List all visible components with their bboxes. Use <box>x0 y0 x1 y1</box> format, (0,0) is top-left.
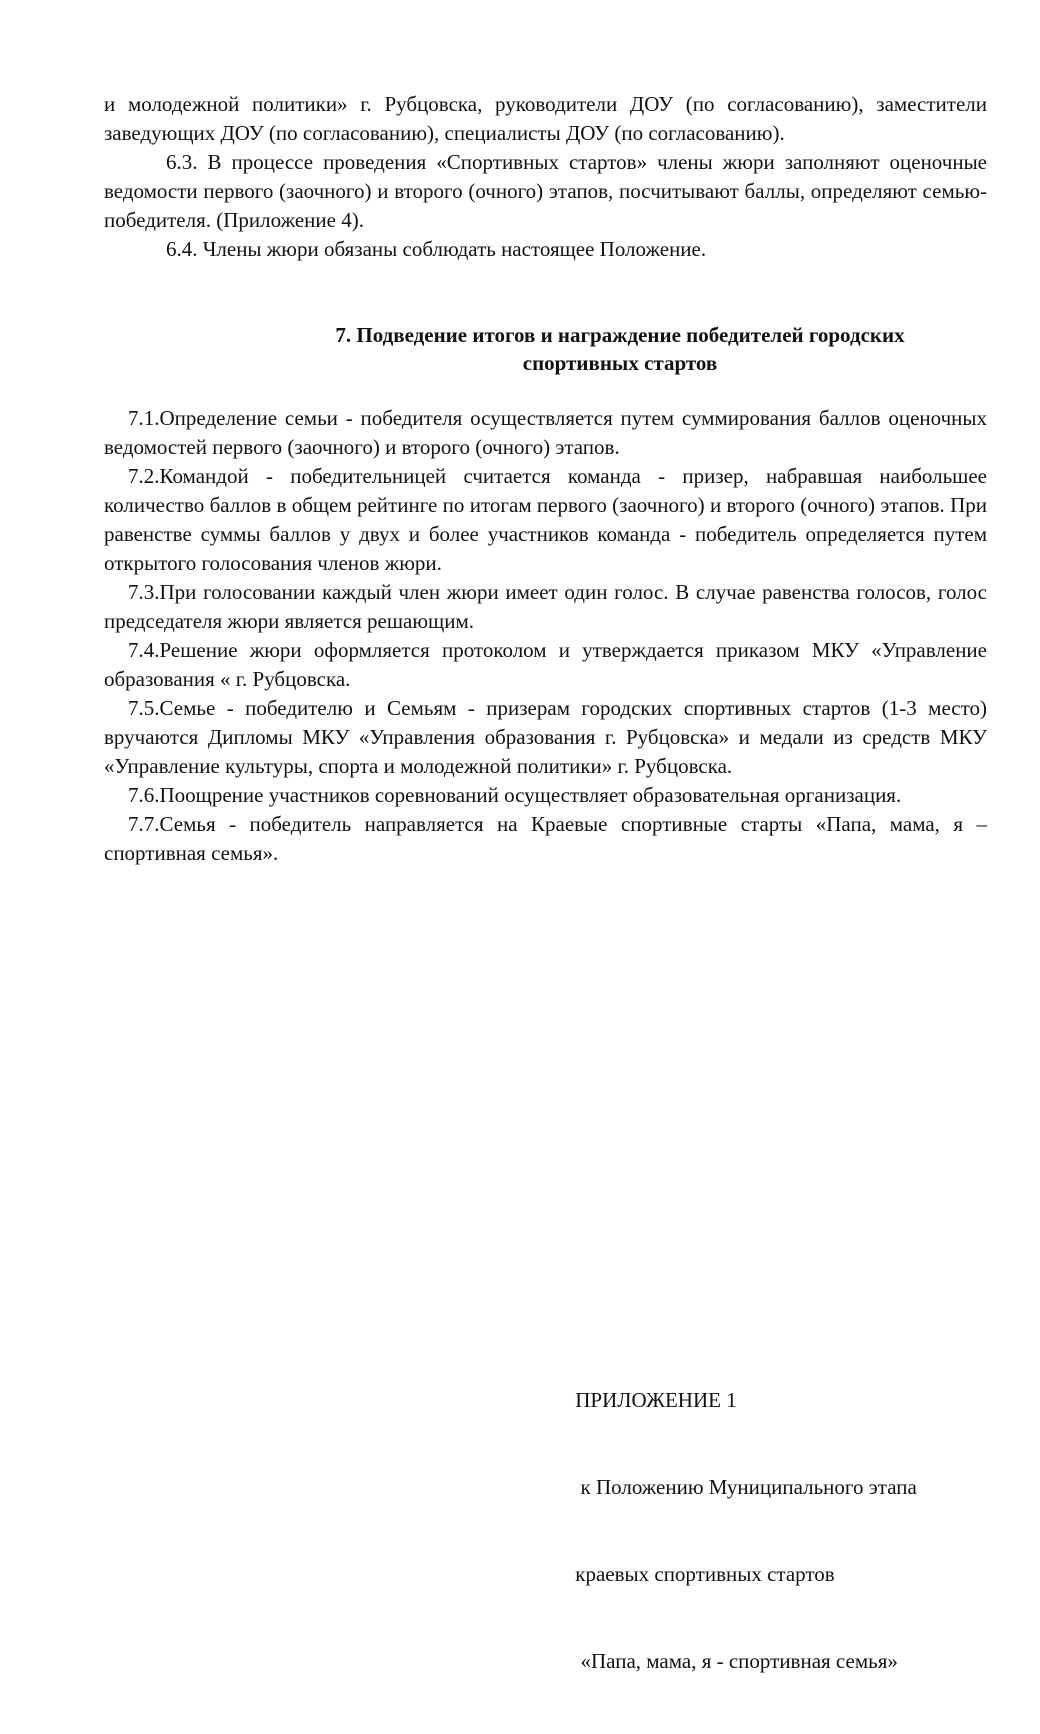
paragraph-7-6: 7.6.Поощрение участников соревнований осуществляет образовательная организация. <box>128 783 902 807</box>
appendix-line-1: к Положению Муниципального этапа <box>570 1475 917 1499</box>
paragraph-7-5: 7.5.Семье - победителю и Семьям - призерам городских спортивных стартов (1-3 место) вручаются Дипломы МКУ «Управления образования г. Рубцовска» и медали из средств МКУ «Управление культуры, спорта и молодежной политики» г. Рубцовска. <box>104 696 987 778</box>
appendix-line-3: «Папа, мама, я - спортивная семья» <box>570 1649 898 1673</box>
section-7-heading <box>240 321 1000 377</box>
section-7-body <box>104 404 987 868</box>
section-6-continuation <box>104 90 987 264</box>
paragraph-7-3: 7.3.При голосовании каждый член жюри имеет один голос. В случае равенства голосов, голос председателя жюри является решающим. <box>104 580 987 633</box>
paragraph-6-3: 6.3. В процессе проведения «Спортивных стартов» члены жюри заполняют оценочные ведомости первого (заочного) и второго (очного) этапов, посчитывают баллы, определяют семью-победителя. (Приложение 4). <box>104 150 987 232</box>
paragraph-7-7: 7.7.Семья - победитель направляется на Краевые спортивные старты «Папа, мама, я – спортивная семья». <box>104 812 987 865</box>
appendix-title: ПРИЛОЖЕНИЕ 1 <box>570 1388 737 1412</box>
paragraph-7-4: 7.4.Решение жюри оформляется протоколом и утверждается приказом МКУ «Управление образования « г. Рубцовска. <box>104 638 987 691</box>
paragraph-7-1: 7.1.Определение семьи - победителя осуществляется путем суммирования баллов оценочных ведомостей первого (заочного) и второго (очного) этапов. <box>104 406 987 459</box>
paragraph-jury-composition: и молодежной политики» г. Рубцовска, руководители ДОУ (по согласованию), заместители заведующих ДОУ (по согласованию), специалисты ДОУ (по согласованию). <box>104 92 987 145</box>
section-7-heading-line-1: 7. Подведение итогов и награждение победителей городских <box>335 323 905 347</box>
paragraph-7-2: 7.2.Командой - победительницей считается команда - призер, набравшая наибольшее количество баллов в общем рейтинге по итогам первого (заочного) и второго (очного) этапов. При равенстве суммы баллов у двух и более участников команда - победитель определяется путем открытого голосования членов жюри. <box>104 464 987 575</box>
paragraph-6-4: 6.4. Члены жюри обязаны соблюдать настоящее Положение. <box>166 237 707 261</box>
appendix-line-2: краевых спортивных стартов <box>570 1562 835 1586</box>
appendix-header <box>570 1328 1010 1734</box>
section-7-heading-line-2: спортивных стартов <box>522 351 718 375</box>
